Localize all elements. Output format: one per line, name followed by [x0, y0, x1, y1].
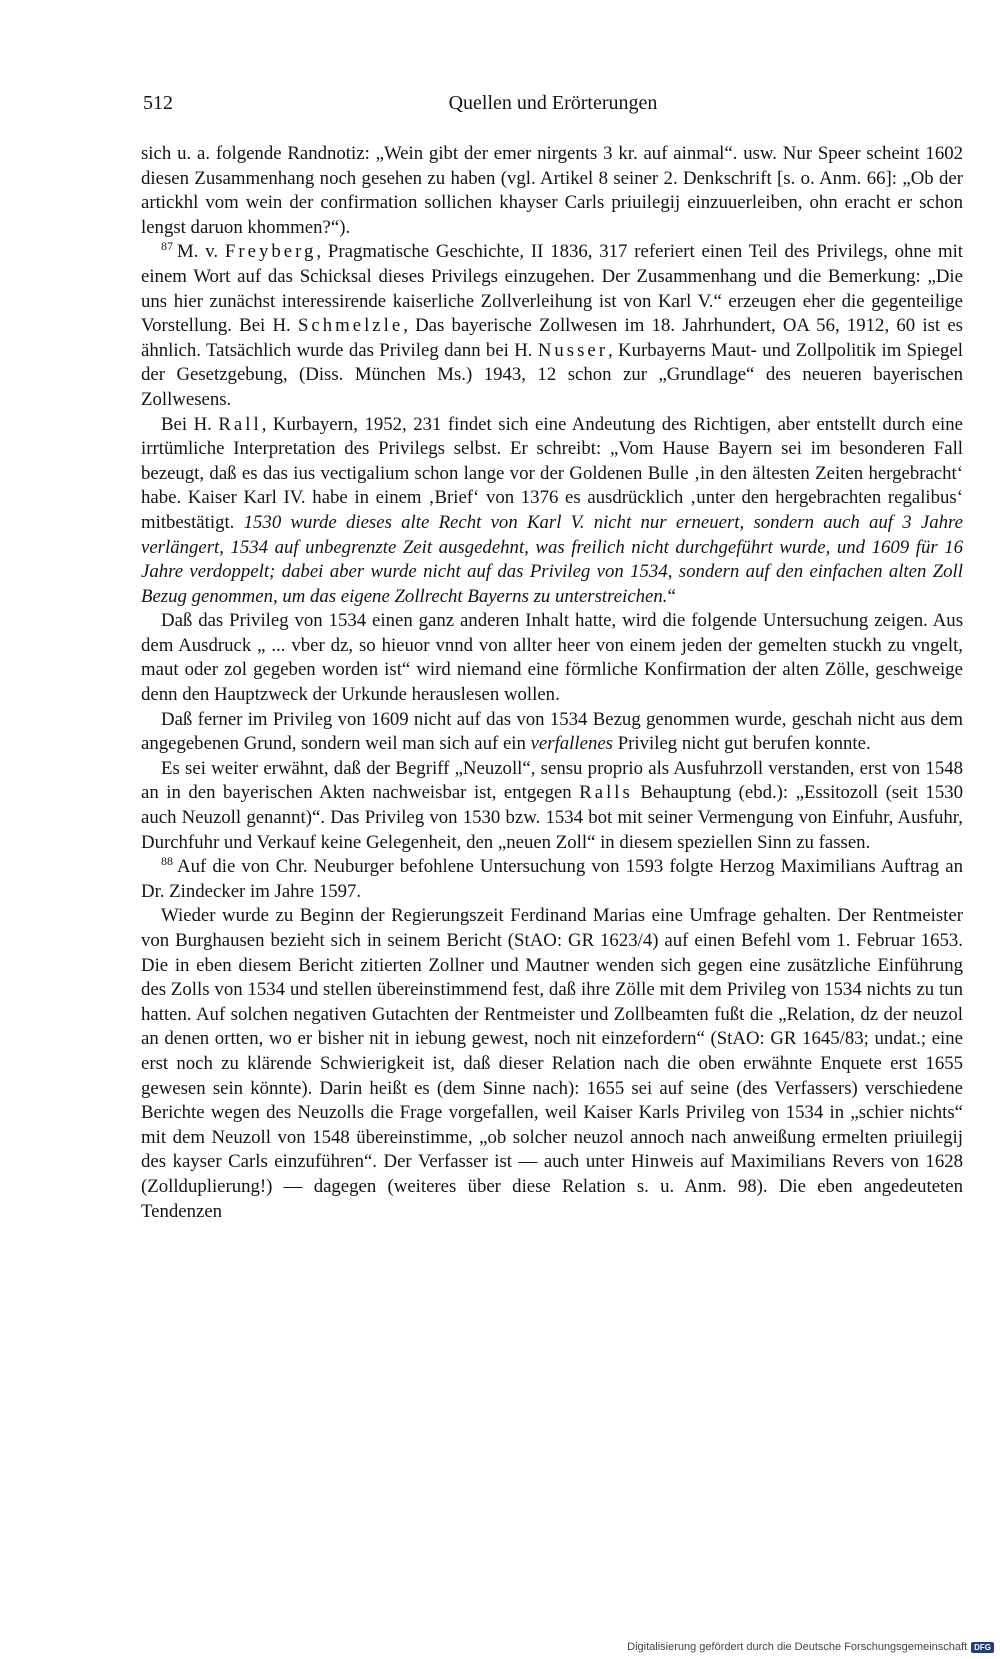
- spaced-author-name: Freyberg: [224, 241, 317, 263]
- paragraph: [141, 757, 963, 855]
- spaced-author-name: Schmelzle: [297, 315, 404, 337]
- running-title: Quellen und Erörterungen: [448, 92, 658, 114]
- text-run: Behauptung (ebd.): „Essitozoll (seit 1530 auch Neuzoll genannt)“. Das Privileg von 1530 bzw. 1534 bot mit seiner Vermengung von Einfuhr, Ausfuhr, Durchfuhr und Verkauf keine Gelegenheit, den „neuen Zoll“ in diesem speziellen Sinn zu fassen.: [141, 782, 963, 853]
- spaced-author-name: Ralls: [579, 782, 633, 804]
- spaced-author-name: Rall: [218, 413, 262, 435]
- text-run: Bei H.: [161, 413, 219, 435]
- paragraph: [141, 708, 963, 757]
- footnote-87: [141, 240, 963, 412]
- text-run: , Das bayerische Zollwesen im 18. Jahrhundert, OA 56, 1912, 60 ist es ähnlich. Tatsächlich wurde das Privileg dann bei H.: [141, 315, 963, 361]
- footnote-88: [141, 855, 963, 904]
- paragraph: Daß das Privileg von 1534 einen ganz anderen Inhalt hatte, wird die folgende Untersuchung zeigen. Aus dem Ausdruck „ ... vber dz, so hieuor vnnd von allter heer von einem jeden der gemelten stuckh zu vngelt, maut oder zol gegeben worden ist“ wird niemand eine förmliche Konfirmation der alten Zölle, geschweige denn den Hauptzweck der Urkunde herauslesen wollen.: [141, 610, 963, 706]
- page-number: 512: [143, 92, 173, 114]
- text-run: , Pragmatische Geschichte, II 1836, 317 referiert einen Teil des Privilegs, ohne mit einem Wort auf das Schicksal dieses Privilegs einzugehen. Der Zusammenhang und die Bemerkung: „Die uns hier zunächst interessirende kaiserliche Zollverleihung ist von Karl V.“ erzeugen eher die gegenteilige Vorstellung. Bei H.: [141, 241, 964, 337]
- footnote-number: 88: [161, 853, 173, 868]
- text-run: M. v.: [177, 241, 225, 263]
- italic-quotation: 1530 wurde dieses alte Recht von Karl V. nicht nur erneuert, sondern auch auf 3 Jahre verlängert, 1534 auf unbegrenzte Zeit ausgedehnt, was freilich nicht durchgeführt wurde, und 1609 für 16 Jahre verdoppelt; dabei aber wurde nicht auf das Privileg von 1534, sondern auf den einfachen alten Zoll Bezug genommen, um das eigene Zollrecht Bayerns zu unterstreichen.: [141, 511, 963, 607]
- paragraph: Wieder wurde zu Beginn der Regierungszeit Ferdinand Marias eine Umfrage gehalten. Der Rentmeister von Burghausen bezieht sich in seinem Bericht (StAO: GR 1623/4) auf einen Befehl vom 1. Februar 1653. Die in eben diesem Bericht zitierten Zollner und Mautner wenden sich gegen eine zusätzliche Einführung des Zolls von 1534 und stellen übereinstimmend fest, daß ihre Zölle mit dem Privileg von 1534 nichts zu tun hatten. Auf solchen negativen Gutachten der Rentmeister und Zollbeamten fußt die „Relation, dz der neuzol an denen ortten, wo er bisher nit in iebung gewest, noch nit einzefordern“ (StAO: GR 1645/83; undat.; eine erst noch zu klärende Schwierigkeit ist, daß dieser Relation nach die oben erwähnte Enquete erst 1655 gewesen sein könnte). Darin heißt es (dem Sinne nach): 1655 sei auf seine (des Verfassers) verschiedene Berichte wegen des Neuzolls die Frage vorgefallen, weil Kaiser Karls Privileg von 1534 in „schier nichts“ mit dem Neuzoll von 1548 übereinstimme, „ob solcher neuzol annoch nach anweißung ermelten priuilegij des kayser Carls einzuführen“. Der Verfasser ist — auch unter Hinweis auf Maximilians Revers von 1628 (Zollduplierung!) — dagegen (weiteres über diese Relation s. u. Anm. 98). Die eben angedeuteten Tendenzen: [141, 905, 963, 1222]
- text-run: Es sei weiter erwähnt, daß der Begriff „Neuzoll“, sensu proprio als Ausfuhrzoll verstanden, erst von 1548 an in den bayerischen Akten nachweisbar ist, entgegen: [141, 757, 963, 804]
- footnote-number: 87: [161, 239, 173, 254]
- digitization-credit: [627, 1639, 994, 1655]
- dfg-logo-icon: DFG: [971, 1642, 994, 1653]
- credit-text: Digitalisierung gefördert durch die Deutsche Forschungsgemeinschaft: [627, 1641, 968, 1653]
- text-run: Privileg nicht gut berufen konnte.: [613, 733, 871, 755]
- spaced-author-name: Nusser: [537, 339, 609, 361]
- text-run: Daß ferner im Privileg von 1609 nicht auf das von 1534 Bezug genommen wurde, geschah nicht aus dem angegebenen Grund, sondern weil man sich auf ein: [141, 708, 963, 755]
- italic-word: verfallenes: [530, 733, 613, 755]
- page-header: [143, 92, 963, 124]
- text-run: , Kurbayerns Maut- und Zollpolitik im Spiegel der Gesetzgebung, (Diss. München Ms.) 1943, 12 schon zur „Grundlage“ des neueren bayerischen Zollwesens.: [141, 339, 963, 410]
- paragraph: sich u. a. folgende Randnotiz: „Wein gibt der emer nirgents 3 kr. auf ainmal“. usw. Nur Speer scheint 1602 diesen Zusammenhang noch gesehen zu haben (vgl. Artikel 8 seiner 2. Denkschrift [s. o. Anm. 66]: „Ob der artickhl vom wein der confirmation sollichen khayser Carls priuilegij einzuuerleiben, ohn eracht er schon lengst daruon khommen?“).: [141, 143, 963, 238]
- paragraph: [141, 413, 963, 610]
- page-body: [141, 142, 963, 1224]
- text-run: Auf die von Chr. Neuburger befohlene Untersuchung von 1593 folgte Herzog Maximilians Auftrag an Dr. Zindecker im Jahre 1597.: [141, 856, 963, 902]
- text-run: , Kurbayern, 1952, 231 findet sich eine Andeutung des Richtigen, aber entstellt durch eine irrtümliche Interpretation des Privilegs selbst. Er schreibt: „Vom Hause Bayern sei im besonderen Fall bezeugt, daß es das ius vectigalium schon lange vor der Goldenen Bulle ‚in den ältesten Zeiten hergebracht‘ habe. Kaiser Karl IV. habe in einem ‚Brief‘ von 1376 es ausdrücklich ‚unter den hergebrachten regalibus‘ mitbestätigt.: [141, 413, 963, 533]
- text-run: “: [667, 585, 676, 607]
